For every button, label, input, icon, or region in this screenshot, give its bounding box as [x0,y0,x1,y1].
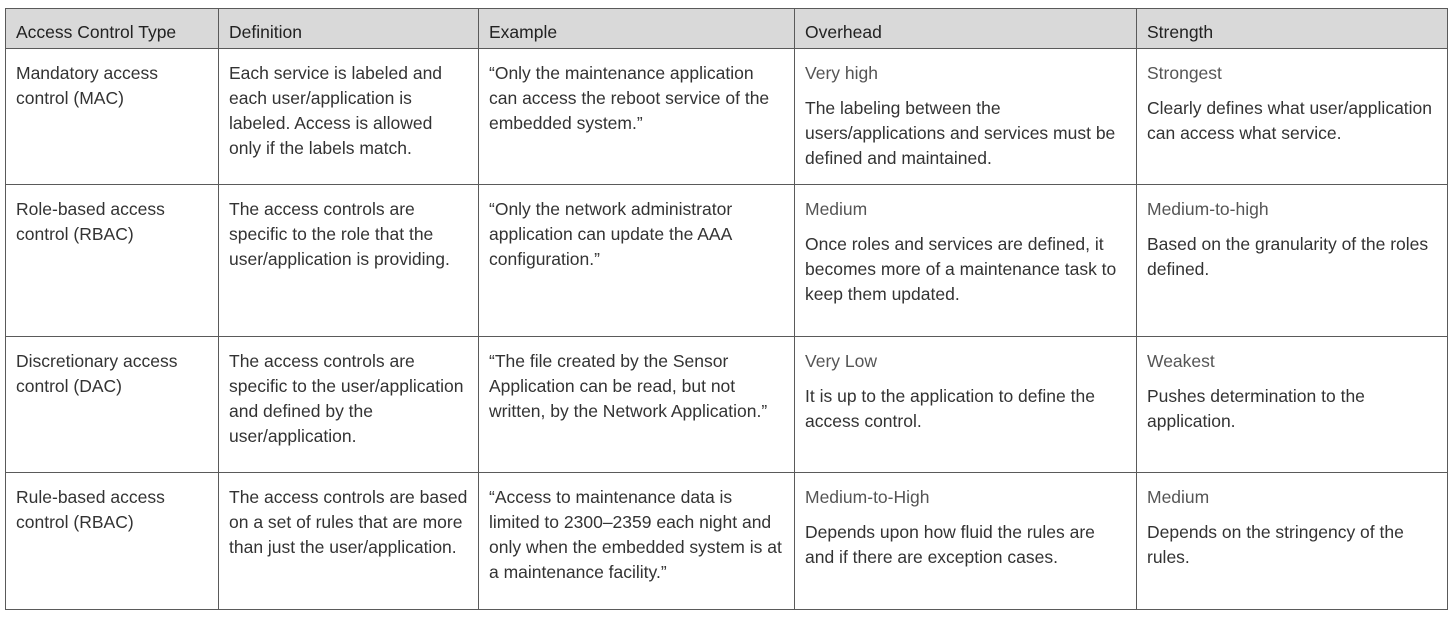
example-cell [479,473,795,610]
access-control-type-cell [6,473,219,610]
example-cell [479,49,795,185]
access-control-type: Discretionary access control (DAC) [16,351,178,396]
strength-description: Pushes determination to the application. [1147,386,1365,431]
example-cell [479,337,795,473]
strength-cell [1137,49,1448,185]
strength-description: Depends on the stringency of the rules. [1147,522,1404,567]
example-cell [479,185,795,337]
access-control-type: Mandatory access control (MAC) [16,63,159,108]
table-row [6,337,1448,473]
overhead-level: Very Low [805,351,877,371]
strength-description: Based on the granularity of the roles defined. [1147,234,1429,279]
strength-cell [1137,473,1448,610]
definition-text: The access controls are specific to the role that the user/application is providing. [229,199,450,269]
overhead-level: Very high [805,63,878,83]
definition-text: Each service is labeled and each user/application is labeled. Access is allowed only if the labels match. [229,63,443,158]
access-control-type: Rule-based access control (RBAC) [16,487,165,532]
definition-cell [219,337,479,473]
example-text: “Access to maintenance data is limited to 2300–2359 each night and only when the embedded system is at a maintenance facility.” [489,487,782,582]
overhead-description: Depends upon how fluid the rules are and if there are exception cases. [805,522,1095,567]
header-definition: Definition [219,9,479,49]
access-control-type-cell [6,185,219,337]
header-strength: Strength [1137,9,1448,49]
access-control-type-cell [6,49,219,185]
definition-cell [219,185,479,337]
access-control-table [5,8,1448,610]
table-row [6,185,1448,337]
example-text: “The file created by the Sensor Application can be read, but not written, by the Network Application.” [489,351,768,421]
overhead-description: It is up to the application to define the access control. [805,386,1095,431]
overhead-description: Once roles and services are defined, it becomes more of a maintenance task to keep them updated. [805,234,1117,304]
header-access-control-type: Access Control Type [6,9,219,49]
definition-cell [219,49,479,185]
access-control-type-cell [6,337,219,473]
table-row [6,49,1448,185]
overhead-cell [795,185,1137,337]
overhead-cell [795,337,1137,473]
overhead-description: The labeling between the users/applications and services must be defined and maintained. [805,98,1116,168]
header-overhead: Overhead [795,9,1137,49]
strength-description: Clearly defines what user/application can access what service. [1147,98,1433,143]
header-example: Example [479,9,795,49]
table-header-row [6,9,1448,49]
overhead-cell [795,49,1137,185]
overhead-level: Medium [805,199,868,219]
strength-cell [1137,337,1448,473]
overhead-level: Medium-to-High [805,487,930,507]
strength-level: Medium-to-high [1147,199,1269,219]
strength-level: Strongest [1147,63,1222,83]
strength-cell [1137,185,1448,337]
example-text: “Only the maintenance application can access the reboot service of the embedded system.” [489,63,770,133]
overhead-cell [795,473,1137,610]
definition-text: The access controls are based on a set of rules that are more than just the user/application. [229,487,468,557]
strength-level: Weakest [1147,351,1215,371]
strength-level: Medium [1147,487,1210,507]
example-text: “Only the network administrator application can update the AAA configuration.” [489,199,733,269]
access-control-type: Role-based access control (RBAC) [16,199,165,244]
definition-cell [219,473,479,610]
definition-text: The access controls are specific to the user/application and defined by the user/application. [229,351,464,446]
table-row [6,473,1448,610]
